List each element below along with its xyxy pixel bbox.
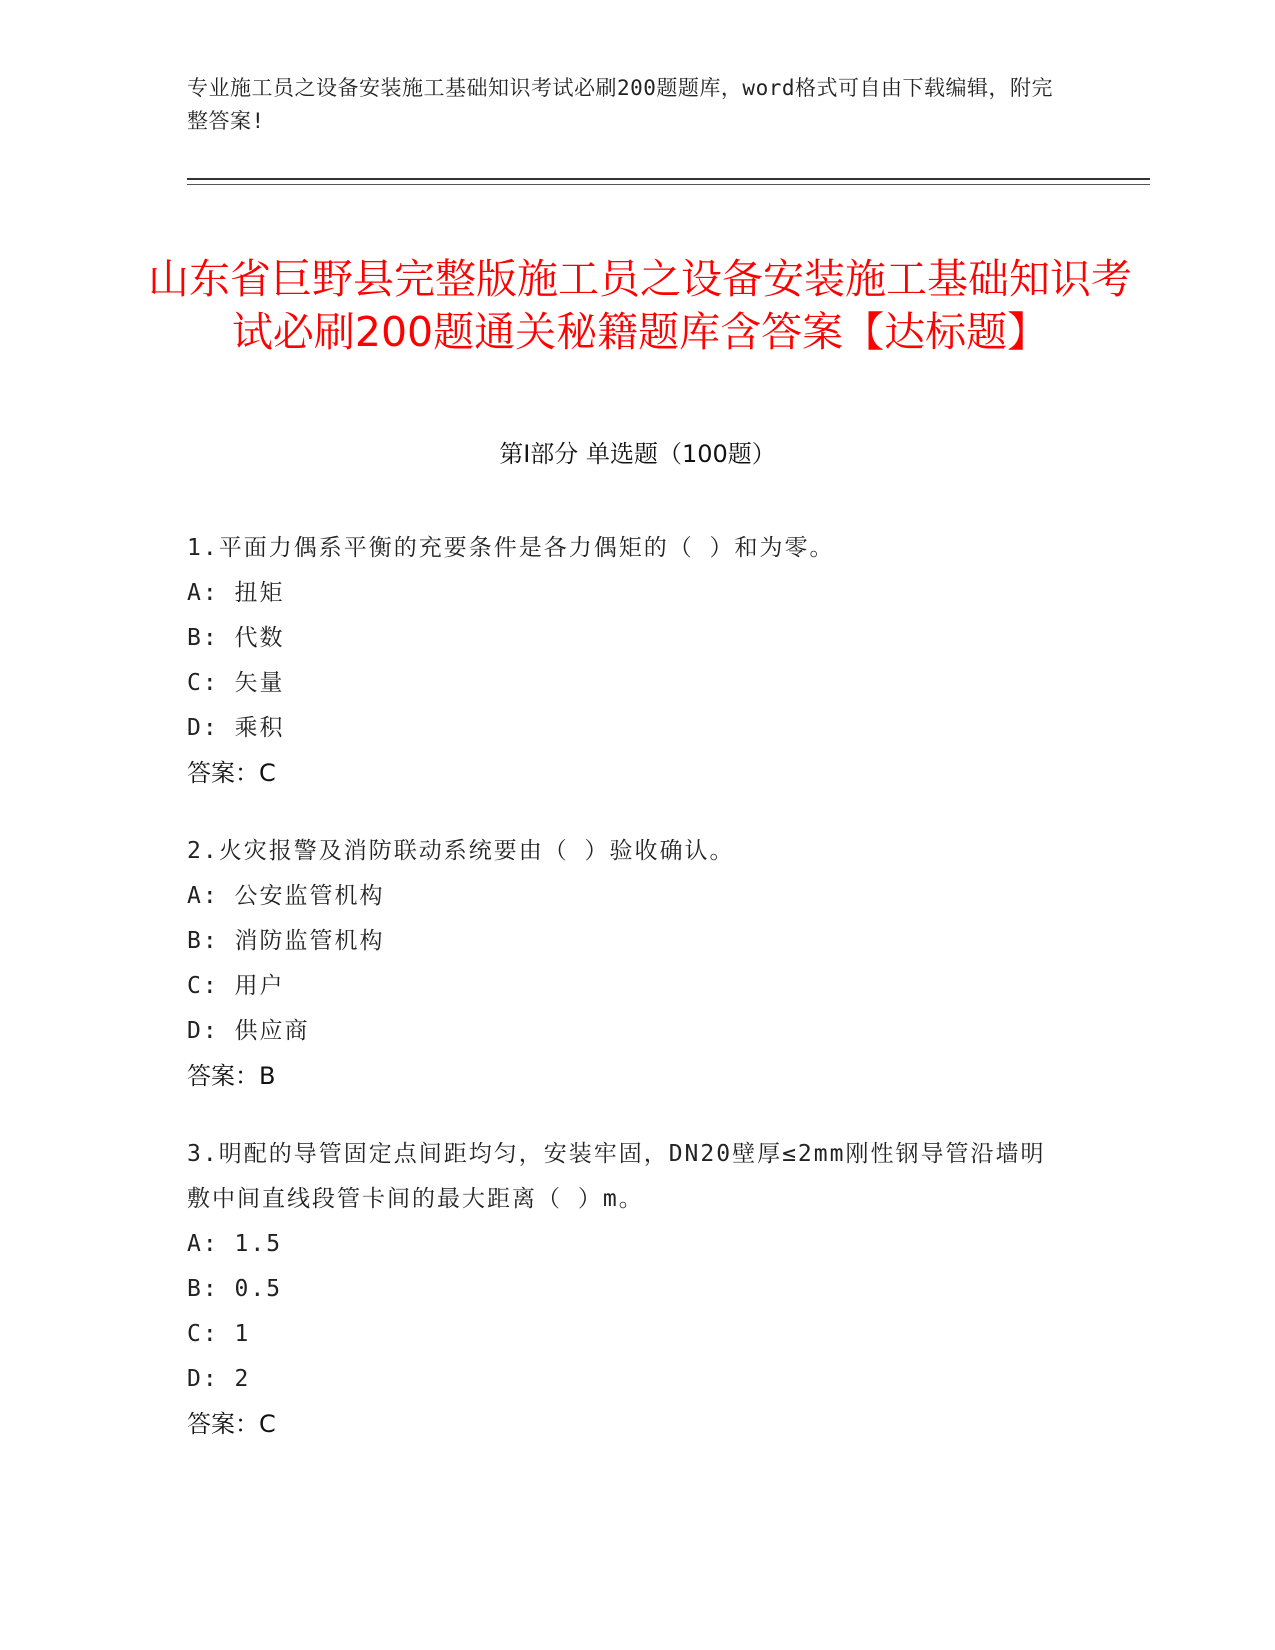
option-d: D: 供应商 <box>187 1018 310 1044</box>
option-d: D: 乘积 <box>187 715 285 741</box>
option-a: A: 公安监管机构 <box>187 883 385 909</box>
question-stem: 1.平面力偶系平衡的充要条件是各力偶矩的（ ）和为零。 <box>187 535 835 561</box>
option-c: C: 1 <box>187 1321 251 1347</box>
option-b: B: 0.5 <box>187 1276 283 1302</box>
question-3 <box>187 1132 1067 1447</box>
option-a: A: 1.5 <box>187 1231 283 1257</box>
option-c: C: 用户 <box>187 973 285 999</box>
option-b: B: 代数 <box>187 625 285 651</box>
answer-line: 答案：C <box>187 1410 276 1438</box>
answer-line: 答案：B <box>187 1062 276 1090</box>
question-2 <box>187 829 1067 1099</box>
header-divider-thin <box>187 184 1150 185</box>
question-1 <box>187 526 1067 796</box>
option-b: B: 消防监管机构 <box>187 928 385 954</box>
document-title: 山东省巨野县完整版施工员之设备安装施工基础知识考试必刷200题通关秘籍题库含答案【达标题】 <box>148 255 1132 357</box>
option-d: D: 2 <box>187 1366 251 1392</box>
header-divider-thick <box>187 178 1150 180</box>
question-list <box>187 526 1067 1480</box>
question-stem: 2.火灾报警及消防联动系统要由（ ）验收确认。 <box>187 838 735 864</box>
section-heading: 第Ⅰ部分 单选题（100题） <box>499 440 776 468</box>
answer-line: 答案：C <box>187 759 276 787</box>
question-stem: 3.明配的导管固定点间距均匀，安装牢固，DN20壁厚≤2mm刚性钢导管沿墙明敷中间直线段管卡间的最大距离（ ）m。 <box>187 1141 1046 1212</box>
option-a: A: 扭矩 <box>187 580 285 606</box>
option-c: C: 矢量 <box>187 670 285 696</box>
header-note: 专业施工员之设备安装施工基础知识考试必刷200题题库，word格式可自由下载编辑，附完整答案! <box>187 76 1053 133</box>
